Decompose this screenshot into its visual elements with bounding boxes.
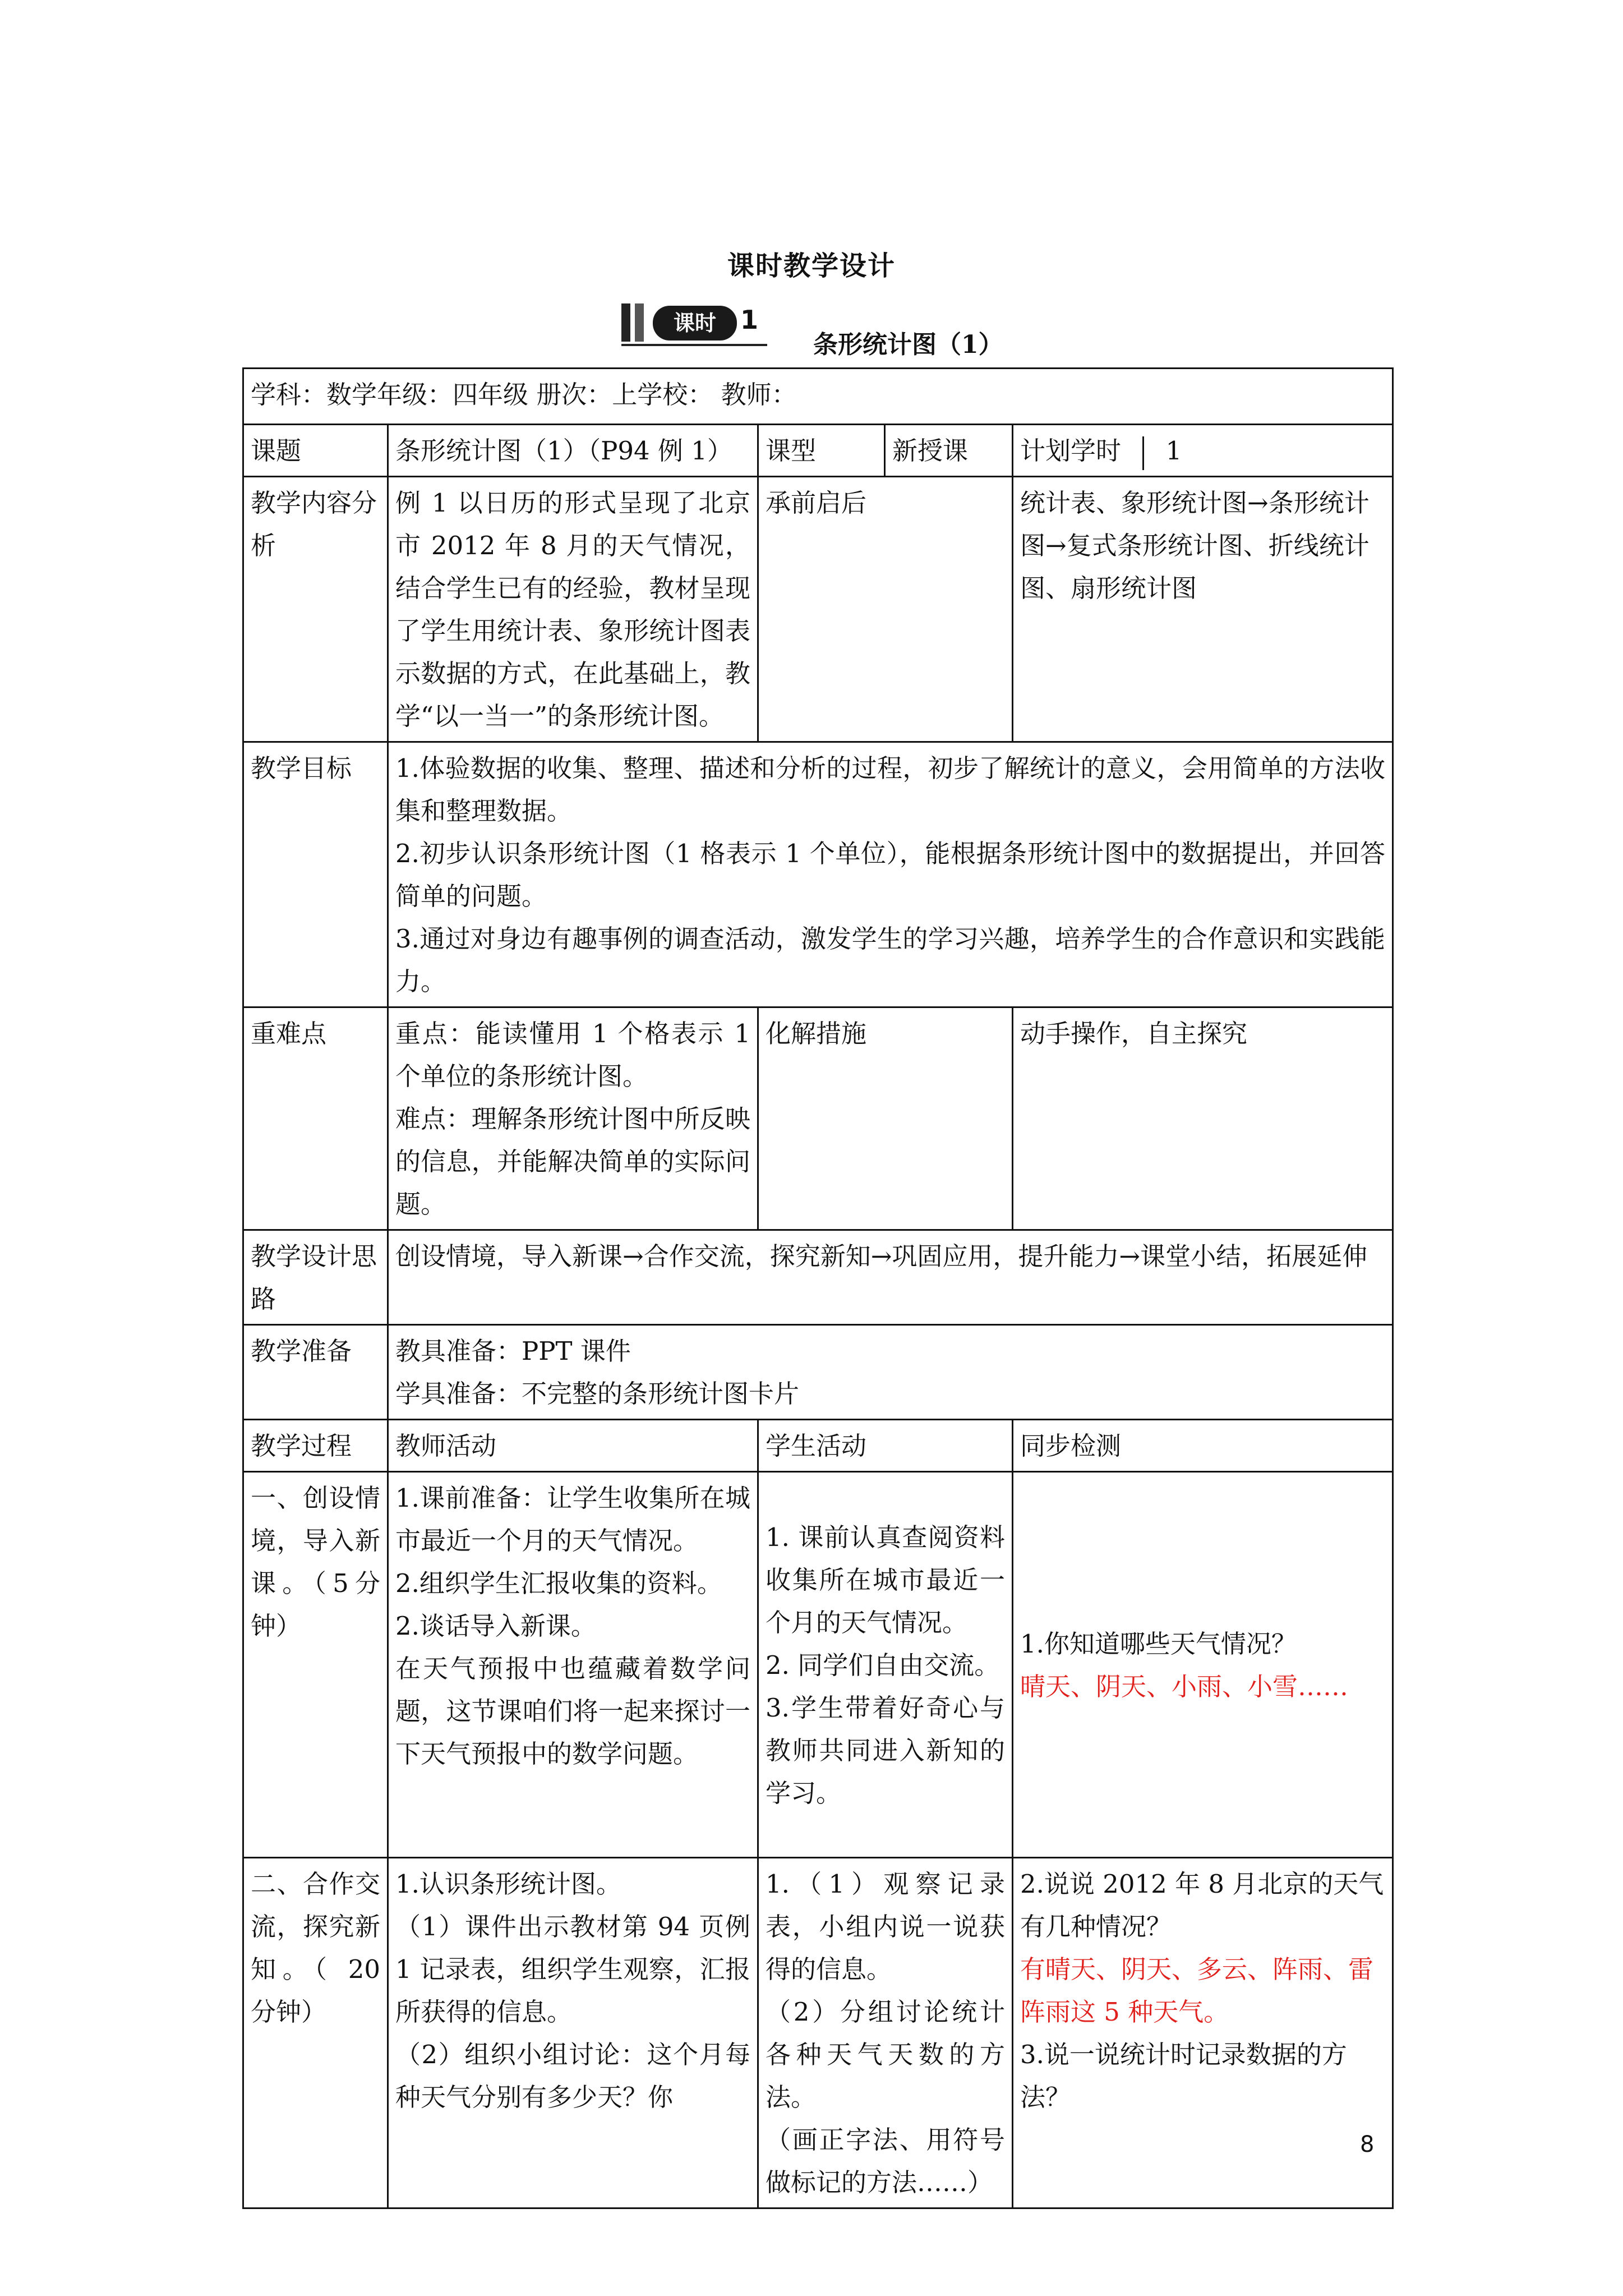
content-text: 例 1 以日历的形式呈现了北京市 2012 年 8 月的天气情况，结合学生已有的经验，教材呈现了学生用统计表、象形统计图表示数据的方式，在此基础上，教学“以一当一”的条形统计图。: [388, 477, 758, 742]
goals-list: [388, 742, 1393, 1007]
goal-item: 1.体验数据的收集、整理、描述和分析的过程，初步了解统计的意义，会用简单的方法收集和整理数据。: [395, 753, 1386, 826]
stage1-check: [1013, 1472, 1393, 1858]
student-step: 3.学生带着好奇心与教师共同进入新知的学习。: [766, 1692, 1005, 1808]
stage1-row: [243, 1472, 1393, 1858]
student-prep: 学具准备：不完整的条形统计图卡片: [395, 1379, 800, 1409]
key-row: [243, 1007, 1393, 1230]
design-label: 教学设计思路: [243, 1230, 388, 1325]
student-step: （2）分组讨论统计各种天气天数的方法。: [766, 1997, 1005, 2112]
header-info: 学科：数学年级：四年级 册次：上学校： 教师：: [243, 369, 1393, 425]
stage1-label: 一、创设情境，导入新课。（5分钟）: [243, 1472, 388, 1858]
measure-label: 化解措施: [758, 1007, 1013, 1230]
type-label: 课型: [758, 425, 885, 477]
check-answer: 有晴天、阴天、多云、阵雨、雷阵雨这 5 种天气。: [1020, 1954, 1374, 2027]
type-value: 新授课: [885, 425, 1013, 477]
content-right: 统计表、象形统计图→条形统计图→复式条形统计图、折线统计图、扇形统计图: [1013, 477, 1393, 742]
goal-item: 2.初步认识条形统计图（1 格表示 1 个单位），能根据条形统计图中的数据提出，并回答简单的问题。: [395, 839, 1386, 911]
content-mid: 承前启后: [758, 477, 1013, 742]
lesson-subtitle: 条形统计图（1）: [813, 330, 1003, 359]
process-header-teacher: 教师活动: [388, 1420, 758, 1472]
teacher-step: 1.认识条形统计图。: [395, 1869, 621, 1899]
page-title: 课时教学设计: [727, 250, 896, 282]
difficult-point: 难点：理解条形统计图中所反映的信息，并能解决简单的实际问题。: [395, 1104, 750, 1219]
check-question: 3.说一说统计时记录数据的方法？: [1020, 2040, 1347, 2112]
lesson-badge: [621, 300, 767, 348]
key-points: [388, 1007, 758, 1230]
process-header-student: 学生活动: [758, 1420, 1013, 1472]
stage1-teacher: [388, 1472, 758, 1858]
teacher-prep: 教具准备：PPT 课件: [395, 1336, 631, 1366]
prep-label: 教学准备: [243, 1325, 388, 1420]
stage2-student: [758, 1858, 1013, 2208]
teacher-step: 在天气预报中也蕴藏着数学问题，这节课咱们将一起来探讨一下天气预报中的数学问题。: [395, 1654, 750, 1769]
process-header-check: 同步检测: [1013, 1420, 1393, 1472]
student-step: 1.（1）观察记录表，小组内说一说获得的信息。: [766, 1869, 1005, 1984]
teacher-step: 2.谈话导入新课。: [395, 1611, 596, 1641]
teacher-step: 2.组织学生汇报收集的资料。: [395, 1568, 722, 1598]
check-answer: 晴天、阴天、小雨、小雪……: [1020, 1671, 1349, 1701]
process-header-stage: 教学过程: [243, 1420, 388, 1472]
key-point: 重点：能读懂用 1 个格表示 1 个单位的条形统计图。: [395, 1019, 750, 1091]
badge-bar-icon: [621, 303, 630, 342]
topic-value: 条形统计图（1）（P94 例 1）: [388, 425, 758, 477]
stage1-student: [758, 1472, 1013, 1858]
teacher-step: 1.课前准备：让学生收集所在城市最近一个月的天气情况。: [395, 1483, 750, 1556]
hours-value: 1: [1165, 436, 1182, 466]
key-label: 重难点: [243, 1007, 388, 1230]
content-row: [243, 477, 1393, 742]
student-step: 1. 课前认真查阅资料收集所在城市最近一个月的天气情况。: [766, 1522, 1005, 1637]
goals-row: [243, 742, 1393, 1007]
check-question: 1.你知道哪些天气情况？: [1020, 1628, 1297, 1659]
badge-number: 1: [740, 305, 759, 335]
badge-label: 课时: [653, 306, 737, 341]
design-text: 创设情境，导入新课→合作交流，探究新知→巩固应用，提升能力→课堂小结，拓展延伸: [388, 1230, 1393, 1325]
hours-cell: [1013, 425, 1393, 477]
design-row: [243, 1230, 1393, 1325]
lesson-plan-table: [242, 367, 1394, 2209]
content-label: 教学内容分析: [243, 477, 388, 742]
check-question: 2.说说 2012 年 8 月北京的天气有几种情况？: [1020, 1869, 1384, 1941]
topic-label: 课题: [243, 425, 388, 477]
teacher-step: （2）组织小组讨论：这个月每种天气分别有多少天？你: [395, 2040, 750, 2112]
goal-item: 3.通过对身边有趣事例的调查活动，激发学生的学习兴趣，培养学生的合作意识和实践能力。: [395, 924, 1386, 996]
hours-divider: [1142, 436, 1144, 470]
badge-bar-icon: [635, 303, 644, 342]
topic-row: [243, 425, 1393, 477]
process-header-row: [243, 1420, 1393, 1472]
prep-row: [243, 1325, 1393, 1420]
measure-value: 动手操作，自主探究: [1013, 1007, 1393, 1230]
header-row: [243, 369, 1393, 425]
prep-text: [388, 1325, 1393, 1420]
hours-label: 计划学时: [1020, 436, 1122, 466]
stage2-check: [1013, 1858, 1393, 2208]
student-step: （画正字法、用符号做标记的方法……）: [766, 2125, 1005, 2197]
student-step: 2. 同学们自由交流。: [766, 1650, 1000, 1680]
page-number: 8: [1360, 2132, 1375, 2157]
badge-underline: [621, 344, 767, 346]
stage2-row: [243, 1858, 1393, 2208]
teacher-step: （1）课件出示教材第 94 页例 1 记录表，组织学生观察，汇报所获得的信息。: [395, 1912, 750, 2027]
stage2-label: 二、合作交流，探究新知。（ 20 分钟）: [243, 1858, 388, 2208]
stage2-teacher: [388, 1858, 758, 2208]
goals-label: 教学目标: [243, 742, 388, 1007]
